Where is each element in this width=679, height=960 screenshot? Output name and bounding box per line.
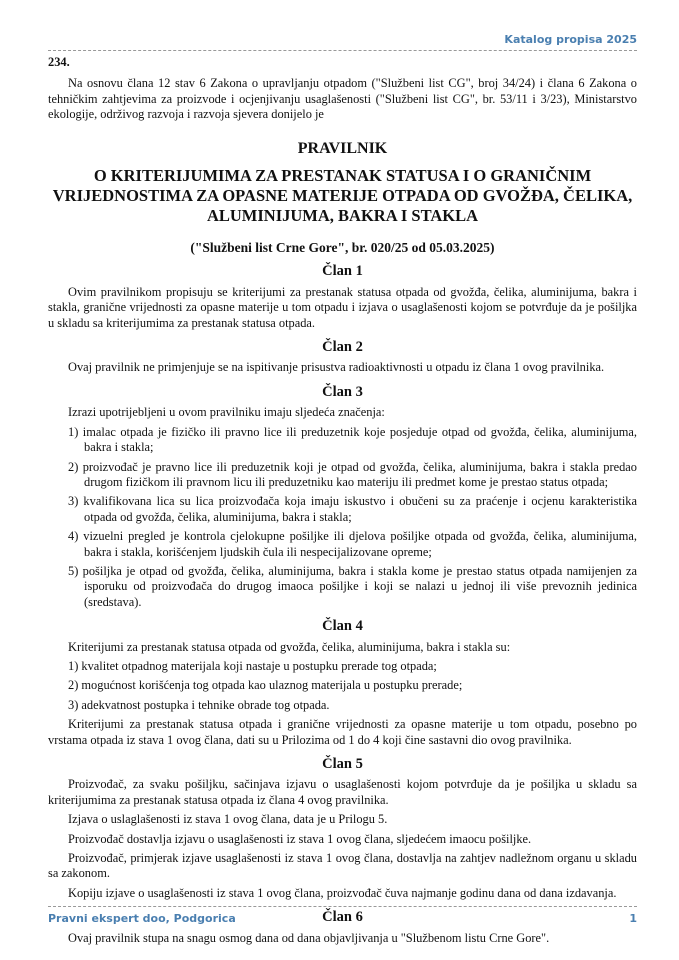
publisher-name: Pravni ekspert doo, Podgorica bbox=[48, 912, 236, 925]
article-heading: Član 3 bbox=[322, 383, 363, 400]
article-paragraph: Proizvođač, za svaku pošiljku, sačinjava izjavu o usaglašenosti kojom potvrđuje da je pošiljka u skladu sa kriterijumima za prestanak statusa otpada iz člana 4 ovog pravilnika. bbox=[48, 777, 637, 807]
definition-item: 1) imalac otpada je fizičko ili pravno lice ili preduzetnik koje posjeduje otpad od gvožđa, čelika, aluminijuma, bakra i stakla; bbox=[68, 424, 637, 455]
criteria-item: 2) mogućnost korišćenja tog otpada kao ulaznog materijala u postupku prerade; bbox=[68, 678, 463, 693]
article-heading: Član 2 bbox=[322, 339, 363, 356]
article-paragraph: Proizvođač dostavlja izjavu o usaglašenosti iz stava 1 ovog člana, sljedećem imaocu pošiljke. bbox=[68, 831, 532, 846]
article-intro: Kriterijumi za prestanak statusa otpada od gvožđa, čelika, aluminijuma, bakra i stakla su: bbox=[68, 639, 511, 654]
article-heading: Član 4 bbox=[322, 618, 363, 635]
page-number: 1 bbox=[629, 912, 637, 925]
article-paragraph: Kopiju izjave o usaglašenosti iz stava 1 ovog člana, proizvođač čuva najmanje godinu dana od dana izdavanja. bbox=[68, 885, 617, 900]
article-text: Ovim pravilnikom propisuju se kriterijumi za prestanak statusa otpada od gvožđa, čelika, aluminijuma, bakra i stakla, granične vrijednosti za opasne materije u tom otpadu i izjava o usaglašenosti kojom se potvrđuje da je pošiljka u skladu sa kriterijumima za prestanak statusa otpada. bbox=[48, 284, 637, 330]
page-footer bbox=[48, 909, 637, 926]
catalog-header: Katalog propisa 2025 bbox=[504, 33, 637, 46]
preamble: Na osnovu člana 12 stav 6 Zakona o upravljanju otpadom ("Službeni list CG", broj 34/24) i člana 6 Zakona o tehničkim zahtjevima za proizvode i ocjenjivanju usaglašenosti ("Službeni list CG", br. 53/11 i 3/23), Ministarstvo ekologije, održivog razvoja i razvoja sjevera donijelo je bbox=[48, 76, 637, 122]
criteria-item: 3) adekvatnost postupka i tehnike obrade tog otpada. bbox=[68, 697, 330, 712]
definition-item: 4) vizuelni pregled je kontrola cjelokupne pošiljke ili djelova pošiljke otpada od gvožđa, čelika, aluminijuma, bakra i stakla, korišćenjem ljudskih čula ili nespecijalizovane opreme; bbox=[68, 529, 637, 559]
document-title: PRAVILNIK bbox=[297, 139, 388, 157]
article-intro: Izrazi upotrijebljeni u ovom pravilniku imaju sljedeća značenja: bbox=[68, 405, 385, 420]
gazette-source: ("Službeni list Crne Gore", br. 020/25 od 05.03.2025) bbox=[190, 240, 495, 256]
article-paragraph: Izjava o uslaglašenosti iz stava 1 ovog člana, data je u Prilogu 5. bbox=[68, 812, 388, 827]
article-text: Kriterijumi za prestanak statusa otpada i granične vrijednosti za opasne materije u tom otpadu, posebno po vrstama otpada iz stava 1 ovog člana, dati su u Prilozima od 1 do 4 koji čine sastavni dio ovog pravilnika. bbox=[48, 717, 637, 747]
regulation-number: 234. bbox=[48, 55, 70, 69]
definition-item: 5) pošiljka je otpad od gvožđa, čelika, aluminijuma, bakra i stakla kome je prestao status otpada namijenjen za isporuku od proizvođača do drugog imaoca pošiljke i koji se nalazi u jednoj ili više prevoznih jedinica (sredstava). bbox=[68, 563, 637, 609]
criteria-item: 1) kvalitet otpadnog materijala koji nastaje u postupku prerade tog otpada; bbox=[68, 658, 437, 673]
document-subtitle: O KRITERIJUMIMA ZA PRESTANAK STATUSA I O GRANIČNIM VRIJEDNOSTIMA ZA OPASNE MATERIJE OTPADA OD GVOŽĐA, ČELIKA, ALUMINIJUMA, BAKRA I STAKLA bbox=[52, 166, 633, 226]
article-heading: Član 5 bbox=[322, 756, 363, 772]
document-body bbox=[48, 55, 637, 950]
footer-divider bbox=[48, 906, 637, 907]
header-divider bbox=[48, 50, 637, 51]
article-heading: Član 1 bbox=[322, 263, 363, 280]
article-paragraph: Proizvođač, primjerak izjave usaglašenosti iz stava 1 ovog člana, dostavlja na zahtjev nadležnom organu u skladu sa zakonom. bbox=[48, 851, 637, 881]
article-text: Ovaj pravilnik stupa na snagu osmog dana od dana objavljivanja u "Službenom listu Crne Gore". bbox=[68, 930, 550, 945]
article-text: Ovaj pravilnik ne primjenjuje se na ispitivanje prisustva radioaktivnosti u otpadu iz člana 1 ovog pravilnika. bbox=[68, 360, 605, 375]
definition-item: 3) kvalifikovana lica su lica proizvođača koja imaju iskustvo i obučeni su za praćenje i ocjenu karakteristika otpada od gvožđa, čelika, aluminijuma, bakra i stakla; bbox=[68, 494, 637, 524]
article-heading: Član 6 bbox=[322, 909, 363, 926]
definition-item: 2) proizvođač je pravno lice ili preduzetnik koji je otpad od gvožđa, čelika, aluminijuma, bakra i stakla predao drugom fizičkom ili pravnom licu ili preduzetniku kao materiju ili predmet kome je prestao status otpada; bbox=[68, 459, 637, 489]
